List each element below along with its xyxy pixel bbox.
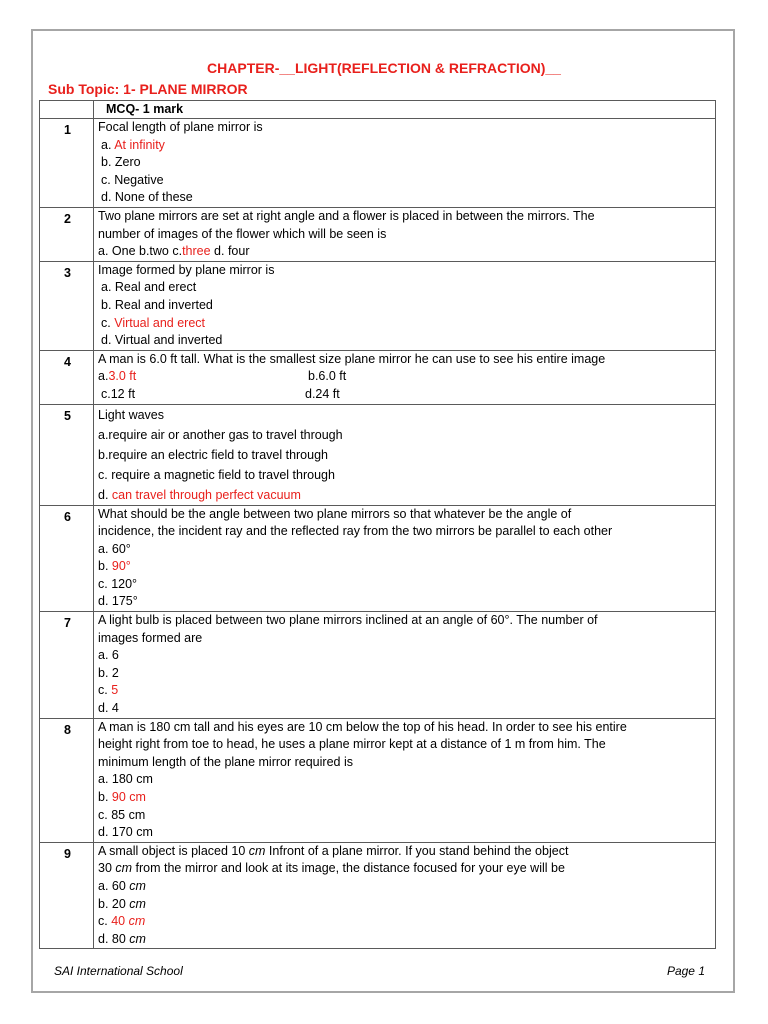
table-header-row — [40, 101, 716, 119]
question-row — [40, 261, 716, 350]
option-b: b. 20 cm — [98, 896, 146, 911]
option-b: b.require an electric field to travel through — [98, 447, 328, 462]
question-number: 6 — [64, 509, 71, 524]
option-a: a. At infinity — [101, 137, 165, 152]
question-row — [40, 505, 716, 612]
option-a: a. 180 cm — [98, 772, 153, 787]
question-number: 2 — [64, 211, 71, 226]
question-text: A light bulb is placed between two plane mirrors inclined at an angle of 60°. The number of — [98, 613, 598, 628]
mcq-table — [39, 100, 716, 949]
chapter-title: CHAPTER-__LIGHT(REFLECTION & REFRACTION)__ — [207, 60, 561, 76]
option-b: b. 90° — [98, 559, 131, 574]
question-text: images formed are — [98, 630, 203, 645]
option-c: c. Negative — [101, 172, 164, 187]
option-c: c.12 ft — [101, 386, 136, 401]
correct-answer: 40 cm — [111, 914, 146, 929]
question-text: A small object is placed 10 cm Infront of a plane mirror. If you stand behind the object — [98, 843, 569, 858]
question-row — [40, 350, 716, 404]
correct-answer: can travel through perfect vacuum — [111, 487, 301, 502]
option-b: b. 2 — [98, 665, 119, 680]
correct-answer: At infinity — [114, 137, 165, 152]
option-d: d.24 ft — [305, 386, 340, 401]
option-d: d. Virtual and inverted — [101, 333, 223, 348]
option-a: a. 6 — [98, 648, 119, 663]
question-text: height right from toe to head, he uses a plane mirror kept at a distance of 1 m from him. The — [98, 737, 606, 752]
option-a: a. Real and erect — [101, 280, 197, 295]
correct-answer: three — [182, 244, 211, 259]
question-number: 7 — [64, 616, 71, 631]
question-text: Image formed by plane mirror is — [98, 262, 275, 277]
question-row — [40, 207, 716, 261]
question-text: incidence, the incident ray and the reflected ray from the two mirrors be parallel to each other — [98, 524, 613, 539]
option-d: d. 170 cm — [98, 825, 153, 840]
options-inline: a. One b.two c.three d. four — [98, 244, 250, 259]
subtopic-title: Sub Topic: 1- PLANE MIRROR — [48, 81, 248, 97]
question-row — [40, 718, 716, 842]
option-c: c. 120° — [98, 576, 138, 591]
option-b: b. Real and inverted — [101, 297, 213, 312]
question-text: Light waves — [98, 407, 165, 422]
question-text: What should be the angle between two plane mirrors so that whatever be the angle of — [98, 506, 572, 521]
options-row-1: a.3.0 ft b.6.0 ft — [98, 368, 713, 386]
question-row — [40, 119, 716, 208]
question-number: 1 — [64, 123, 71, 137]
option-c: c. 85 cm — [98, 807, 146, 822]
question-number: 9 — [64, 846, 71, 861]
question-number: 4 — [64, 354, 71, 369]
correct-answer: 90° — [111, 559, 131, 574]
question-number: 3 — [64, 265, 71, 280]
question-row — [40, 612, 716, 719]
option-c: c. 40 cm — [98, 914, 146, 929]
question-text: A man is 6.0 ft tall. What is the smallest size plane mirror he can use to see his entire image — [98, 351, 606, 366]
option-d: d. None of these — [101, 190, 193, 205]
question-text: number of images of the flower which will be seen is — [98, 226, 387, 241]
question-text: 30 cm from the mirror and look at its image, the distance focused for your eye will be — [98, 861, 565, 876]
footer-page-number: Page 1 — [666, 964, 705, 978]
option-d: d. 4 — [98, 701, 119, 716]
question-row — [40, 404, 716, 505]
option-d: d. 175° — [98, 594, 138, 609]
options-row-2 — [98, 386, 713, 404]
option-a: a.require air or another gas to travel through — [98, 427, 343, 442]
correct-answer: 3.0 ft — [108, 369, 137, 384]
question-row — [40, 842, 716, 949]
option-b: b. 90 cm — [98, 790, 146, 804]
correct-answer: Virtual and erect — [114, 315, 205, 330]
option-c: c. require a magnetic field to travel through — [98, 467, 335, 482]
question-text: Two plane mirrors are set at right angle and a flower is placed in between the mirrors. The — [98, 208, 595, 223]
option-d: d. 80 cm — [98, 931, 146, 946]
option-c: c. 5 — [98, 683, 119, 698]
question-number: 8 — [64, 722, 71, 737]
correct-answer: 90 cm — [111, 790, 146, 804]
question-number: 5 — [64, 408, 71, 423]
footer-school-name: SAI International School — [54, 964, 183, 978]
option-b: b. Zero — [101, 155, 141, 170]
section-header: MCQ- 1 mark — [106, 102, 184, 116]
option-d: d. can travel through perfect vacuum — [98, 487, 301, 502]
question-text: A man is 180 cm tall and his eyes are 10 cm below the top of his head. In order to see his entire — [98, 719, 627, 734]
correct-answer: 5 — [111, 683, 119, 698]
option-b: b.6.0 ft — [308, 369, 347, 384]
option-a: a. 60° — [98, 541, 131, 556]
option-a: a. 60 cm — [98, 878, 146, 893]
question-text: Focal length of plane mirror is — [98, 120, 263, 134]
question-text: minimum length of the plane mirror required is — [98, 754, 353, 769]
option-c: c. Virtual and erect — [101, 315, 205, 330]
